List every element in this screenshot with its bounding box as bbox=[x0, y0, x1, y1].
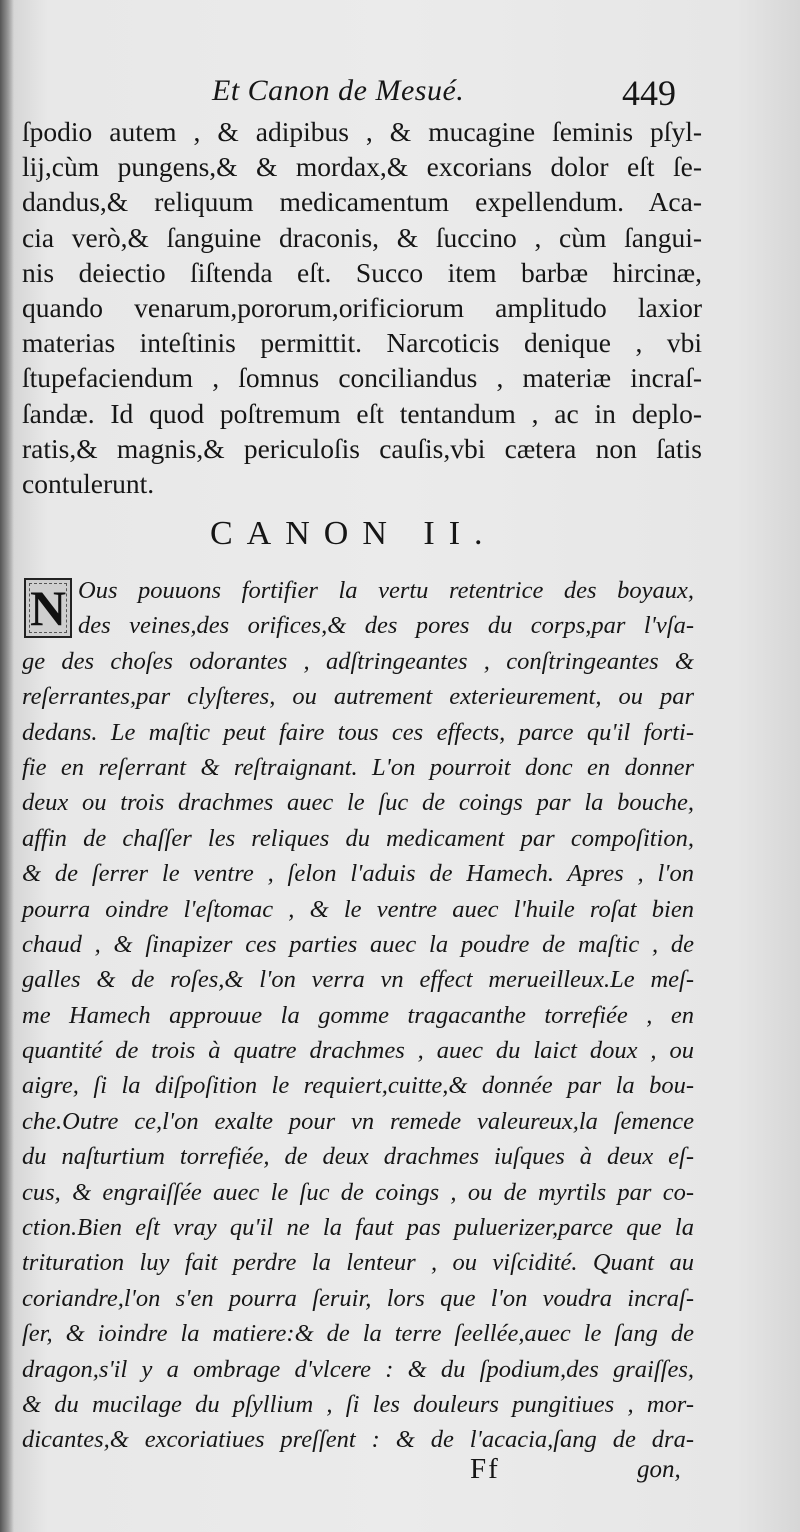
french-paragraph bbox=[22, 573, 694, 1458]
binding-gutter bbox=[0, 0, 14, 1532]
section-heading: CANON II. bbox=[210, 515, 497, 552]
text-line: dragon,s'il y a ombrage d'vlcere : & du ſpodium,des graiſſes, bbox=[22, 1355, 694, 1383]
text-line: ge des choſes odorantes , adſtringeantes , conſtringeantes & bbox=[22, 647, 694, 675]
text-line: Ous pouuons fortifier la vertu retentrice des boyaux, bbox=[78, 577, 694, 604]
text-line: & du mucilage du pſyllium , ſi les douleurs pungitiues , mor- bbox=[22, 1390, 694, 1418]
text-line: nis deiectio ſiſtenda eſt. Succo item barbæ hircinæ, bbox=[22, 256, 702, 288]
text-line: aigre, ſi la diſpoſition le requiert,cuitte,& donnée par la bou- bbox=[22, 1072, 694, 1100]
text-line: chaud , & ſinapizer ces parties auec la poudre de maſtic , de bbox=[22, 930, 694, 958]
text-line: reſerrantes,par clyſteres, ou autrement exterieurement, ou par bbox=[22, 683, 694, 711]
text-line: & de ſerrer le ventre , ſelon l'aduis de Hamech. Apres , l'on bbox=[22, 860, 694, 888]
page-header bbox=[0, 68, 800, 118]
text-line: galles & de roſes,& l'on verra vn effect merueilleux.Le meſ- bbox=[22, 966, 694, 994]
page-number: 449 bbox=[622, 73, 676, 113]
text-line: dedans. Le maſtic peut faire tous ces effects, parce qu'il forti- bbox=[22, 718, 694, 746]
text-line: ſpodio autem , & adipibus , & mucagine ſeminis pſyl- bbox=[22, 116, 702, 147]
text-line: ratis,& magnis,& periculoſis cauſis,vbi cætera non ſatis bbox=[22, 432, 702, 464]
text-line: du naſturtium torrefiée, de deux drachmes iuſques à deux eſ- bbox=[22, 1143, 694, 1171]
text-line: lij,cùm pungens,& & mordax,& excorians dolor eſt ſe- bbox=[22, 151, 702, 183]
text-line: dicantes,& excoriatiues preſſent : & de l'acacia,ſang de dra- bbox=[22, 1426, 694, 1454]
text-line: cus, & engraiſſée auec le ſuc de coings , ou de myrtils par co- bbox=[22, 1178, 694, 1206]
text-line: ſandæ. Id quod poſtremum eſt tentandum , ac in deplo- bbox=[22, 397, 702, 429]
signature-mark: Ff bbox=[470, 1453, 500, 1485]
text-line: fie en reſerrant & reſtraignant. L'on pourroit donc en donner bbox=[22, 753, 694, 781]
text-line: deux ou trois drachmes auec le ſuc de coings par la bouche, bbox=[22, 789, 694, 817]
text-line: coriandre,l'on s'en pourra ſeruir, lors que l'on voudra incraſ- bbox=[22, 1284, 694, 1312]
latin-paragraph bbox=[22, 114, 702, 501]
running-title: Et Canon de Mesué. bbox=[212, 74, 465, 107]
text-line: quantité de trois à quatre drachmes , auec du laict doux , ou bbox=[22, 1037, 694, 1065]
text-line: ction.Bien eſt vray qu'il ne la faut pas puluerizer,parce que la bbox=[22, 1214, 694, 1242]
drop-cap-initial: N bbox=[24, 578, 72, 638]
text-line: ſer, & ioindre la matiere:& de la terre ſeellée,auec le ſang de bbox=[22, 1320, 694, 1348]
text-line: contulerunt. bbox=[22, 467, 155, 499]
text-line: che.Outre ce,l'on exalte pour vn remede valeureux,la ſemence bbox=[22, 1107, 694, 1135]
text-line: cia verò,& ſanguine draconis, & ſuccino , cùm ſangui- bbox=[22, 221, 702, 253]
catchword: gon, bbox=[637, 1456, 681, 1483]
text-line: me Hamech approuue la gomme tragacanthe torrefiée , en bbox=[22, 1001, 694, 1029]
text-line: quando venarum,pororum,orificiorum amplitudo laxior bbox=[22, 291, 702, 323]
text-line: materias inteſtinis permittit. Narcoticis denique , vbi bbox=[22, 327, 702, 359]
text-line: ſtupefaciendum , ſomnus conciliandus , materiæ incraſ- bbox=[22, 362, 702, 394]
text-line: trituration luy fait perdre la lenteur , ou viſcidité. Quant au bbox=[22, 1249, 694, 1277]
text-line: dandus,& reliquum medicamentum expellendum. Aca- bbox=[22, 186, 702, 218]
text-line: des veines,des orifices,& des pores du corps,par l'vſa- bbox=[78, 612, 694, 640]
text-line: pourra oindre l'eſtomac , & le ventre auec l'huile roſat bien bbox=[22, 895, 694, 923]
text-line: affin de chaſſer les reliques du medicament par compoſition, bbox=[22, 824, 694, 852]
